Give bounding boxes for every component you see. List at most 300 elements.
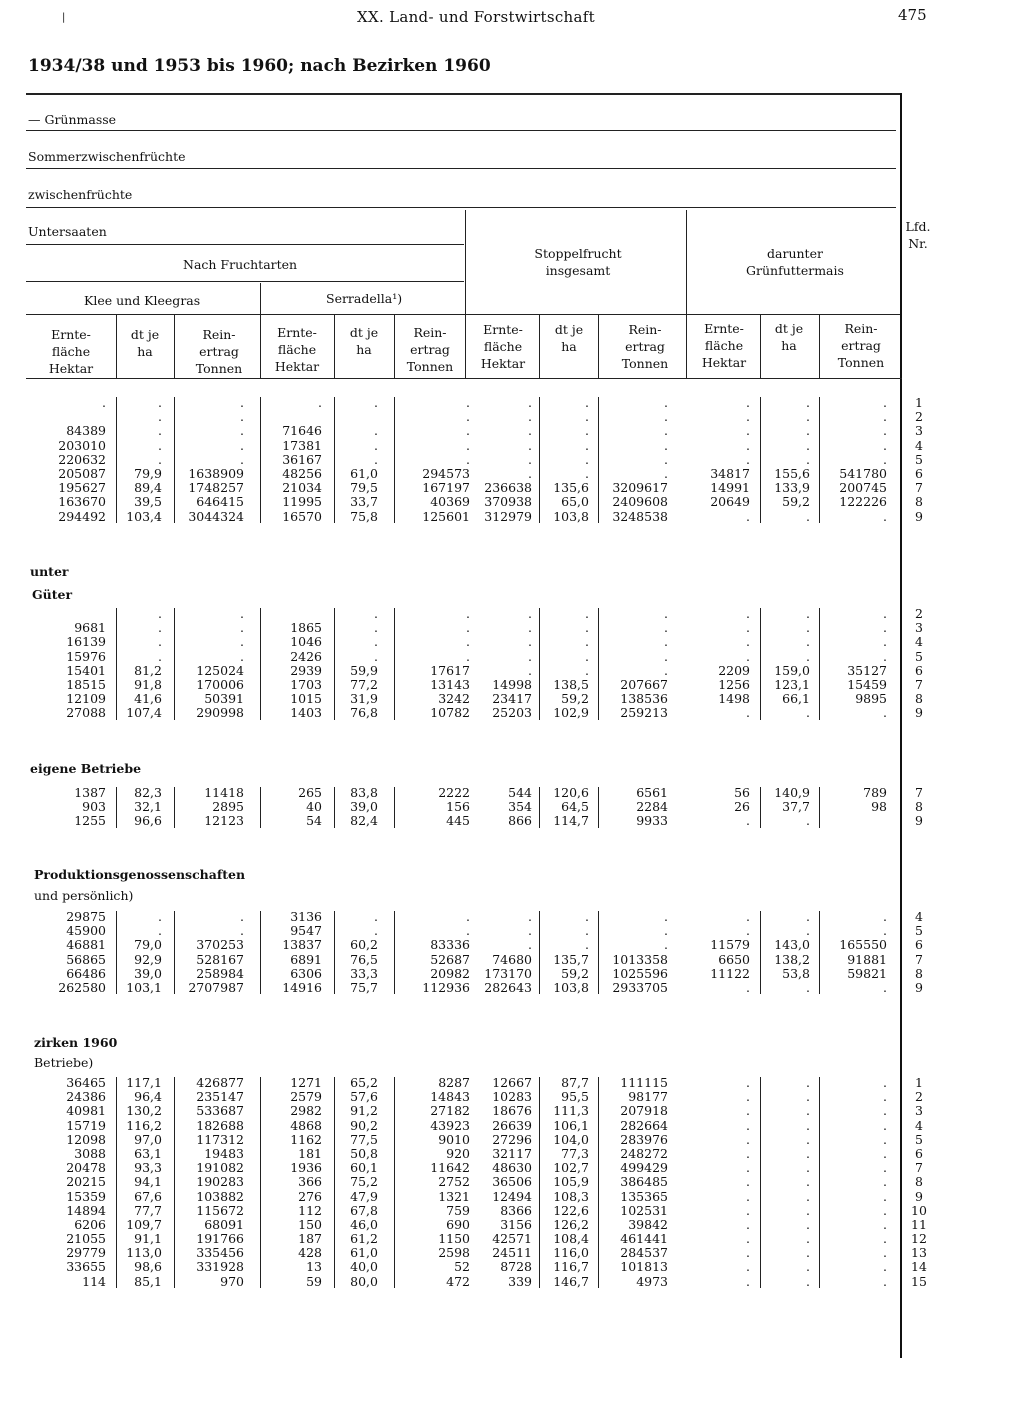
block-3-column-12	[906, 910, 932, 995]
table-cell: 150	[298, 1216, 322, 1232]
table-cell: 3248538	[612, 508, 668, 524]
table-cell: 2222	[438, 785, 470, 800]
table-cell: 59	[306, 1273, 322, 1289]
column-separator	[598, 787, 599, 828]
table-cell: 138,2	[774, 951, 810, 967]
table-cell: 163670	[58, 494, 106, 510]
table-cell: 235147	[196, 1089, 244, 1105]
column-separator	[334, 608, 335, 720]
table-cell: .	[585, 395, 589, 410]
table-cell: 9	[915, 979, 923, 995]
table-cell: 1865	[290, 620, 322, 636]
margin-mark: |	[62, 12, 66, 23]
table-cell: 24386	[66, 1089, 106, 1105]
table-cell: 541780	[839, 465, 887, 481]
table-cell: .	[240, 923, 244, 939]
column-separator	[334, 787, 335, 828]
table-cell: 98,6	[134, 1259, 162, 1275]
table-cell: 63,1	[134, 1145, 162, 1161]
table-cell: .	[158, 634, 162, 650]
rule-header-bottom	[26, 378, 902, 379]
table-cell: 9681	[74, 620, 106, 636]
header-gruenfutter: darunter Grünfuttermais	[746, 246, 844, 278]
column-separator	[819, 787, 820, 828]
block-3-column-10	[762, 910, 810, 995]
table-cell: 1703	[290, 676, 322, 692]
table-cell: 74680	[492, 951, 532, 967]
table-cell: .	[664, 923, 668, 939]
table-cell: .	[746, 508, 750, 524]
block-3-column-7	[541, 910, 589, 995]
table-cell: 98	[871, 799, 887, 815]
table-cell: .	[664, 451, 668, 467]
table-cell: 428	[298, 1245, 322, 1261]
table-cell: 4	[915, 634, 923, 650]
table-cell: 1321	[438, 1188, 470, 1204]
table-cell: 104,0	[553, 1131, 589, 1147]
column-separator	[760, 397, 761, 523]
rule-untersaaten	[26, 244, 464, 245]
table-cell: .	[883, 395, 887, 410]
table-cell: 248272	[620, 1145, 668, 1161]
column-separator	[760, 1077, 761, 1288]
table-cell: .	[664, 465, 668, 481]
block-0-column-6	[466, 396, 532, 524]
table-cell: 331928	[196, 1259, 244, 1275]
table-cell: 2707987	[188, 979, 244, 995]
table-cell: 12	[911, 1231, 927, 1247]
table-cell: 27182	[430, 1103, 470, 1119]
table-cell: 21055	[66, 1231, 106, 1247]
table-cell: 82,4	[350, 813, 378, 829]
table-cell: .	[664, 437, 668, 453]
table-cell: 59,2	[561, 691, 589, 707]
col-head-flaeche-2: Ernte- fläche Hektar	[274, 325, 320, 374]
column-separator	[334, 1077, 335, 1288]
table-cell: .	[664, 395, 668, 410]
table-cell: .	[806, 1216, 810, 1232]
block-0-column-3	[262, 396, 322, 524]
table-cell: 9	[915, 1188, 923, 1204]
block-0-column-4	[336, 396, 378, 524]
table-cell: 114,7	[553, 813, 589, 829]
table-cell: 4973	[636, 1273, 668, 1289]
table-cell: 46881	[66, 937, 106, 953]
table-cell: 181	[298, 1145, 322, 1161]
table-cell: 87,7	[561, 1075, 589, 1090]
table-cell: 1936	[290, 1160, 322, 1176]
table-cell: 13837	[282, 937, 322, 953]
table-cell: .	[883, 1117, 887, 1133]
table-cell: 9010	[438, 1131, 470, 1147]
table-cell: 4	[915, 909, 923, 924]
table-cell: 6	[915, 937, 923, 953]
table-cell: 182688	[196, 1117, 244, 1133]
table-cell	[262, 410, 322, 424]
table-cell: 2	[915, 1089, 923, 1105]
block-2-column-2	[176, 786, 244, 829]
block-0-column-8	[600, 396, 668, 524]
block-2-column-6	[466, 786, 532, 829]
block-4-column-2	[176, 1076, 244, 1289]
table-cell: 77,3	[561, 1145, 589, 1161]
table-cell: 276	[298, 1188, 322, 1204]
running-head: XX. Land- und Forstwirtschaft	[357, 8, 595, 26]
table-cell: 135365	[620, 1188, 668, 1204]
table-cell: 96,6	[134, 813, 162, 829]
table-cell: 2	[915, 606, 923, 621]
column-separator	[260, 1077, 261, 1288]
table-cell: 12098	[66, 1131, 106, 1147]
table-cell: 156	[446, 799, 470, 815]
table-cell: 9	[915, 813, 923, 829]
table-cell: 3	[915, 620, 923, 636]
table-cell: 1271	[290, 1075, 322, 1090]
table-cell	[28, 410, 106, 424]
table-cell: 114	[82, 1273, 106, 1289]
table-cell: 17381	[282, 437, 322, 453]
table-cell: .	[374, 923, 378, 939]
table-cell: 103882	[196, 1188, 244, 1204]
table-cell: 83,8	[350, 785, 378, 800]
table-cell: 13	[306, 1259, 322, 1275]
vline-gruenfutter	[686, 210, 687, 378]
rule-fruchtarten	[26, 281, 464, 282]
table-cell: 3088	[74, 1145, 106, 1161]
table-cell: 40	[306, 799, 322, 815]
table-cell: .	[240, 620, 244, 636]
table-cell: .	[806, 409, 810, 425]
table-cell: .	[374, 423, 378, 439]
col-head-dt-2: dt je ha	[349, 325, 379, 357]
table-cell: 15	[911, 1273, 927, 1289]
table-cell: .	[585, 409, 589, 425]
table-cell: .	[746, 1131, 750, 1147]
table-cell: 53,8	[782, 965, 810, 981]
column-separator	[174, 911, 175, 994]
table-cell: .	[528, 409, 532, 425]
table-cell: 32,1	[134, 799, 162, 815]
table-cell: 3156	[500, 1216, 532, 1232]
table-cell: 79,0	[134, 937, 162, 953]
block-0-column-10	[762, 396, 810, 524]
vline-c5	[394, 314, 395, 378]
table-cell: .	[883, 979, 887, 995]
table-cell: 112	[298, 1202, 322, 1218]
column-separator	[819, 608, 820, 720]
table-cell: 125601	[422, 508, 470, 524]
table-cell: 116,0	[553, 1245, 589, 1261]
vline-c2	[174, 314, 175, 378]
block-4-column-1	[118, 1076, 162, 1289]
table-cell: 1387	[74, 785, 106, 800]
table-cell: 123,1	[774, 676, 810, 692]
table-cell: 1	[915, 395, 923, 410]
table-cell: 12494	[492, 1188, 532, 1204]
table-cell: 191766	[196, 1231, 244, 1247]
table-cell: .	[585, 937, 589, 953]
column-separator	[539, 1077, 540, 1288]
table-cell: .	[746, 1216, 750, 1232]
table-cell: 9895	[855, 691, 887, 707]
table-cell: 23417	[492, 691, 532, 707]
table-cell: .	[806, 1103, 810, 1119]
table-cell: .	[585, 634, 589, 650]
table-cell: .	[746, 1188, 750, 1204]
table-cell: 36506	[492, 1174, 532, 1190]
column-separator	[539, 397, 540, 523]
table-cell: .	[746, 451, 750, 467]
table-cell: 75,2	[350, 1174, 378, 1190]
table-cell: 20215	[66, 1174, 106, 1190]
table-cell: 75,8	[350, 508, 378, 524]
vline-c1	[116, 314, 117, 378]
table-cell: 2284	[636, 799, 668, 815]
table-cell: 191082	[196, 1160, 244, 1176]
column-separator	[394, 1077, 395, 1288]
table-cell: 11579	[710, 937, 750, 953]
table-cell: 57,6	[350, 1089, 378, 1105]
column-separator	[819, 911, 820, 994]
table-cell: 46,0	[350, 1216, 378, 1232]
table-cell: 8	[915, 691, 923, 707]
table-cell: 79,9	[134, 465, 162, 481]
table-cell: 167197	[422, 480, 470, 496]
column-separator	[539, 787, 540, 828]
table-cell: 140,9	[774, 785, 810, 800]
table-cell: .	[806, 1202, 810, 1218]
table-cell: 165550	[839, 937, 887, 953]
table-cell: 1150	[438, 1231, 470, 1247]
table-cell: .	[746, 813, 750, 829]
table-cell: .	[374, 620, 378, 636]
table-cell: 9547	[290, 923, 322, 939]
table-cell: .	[806, 648, 810, 664]
table-cell: 10283	[492, 1089, 532, 1105]
table-cell: 95,5	[561, 1089, 589, 1105]
col-head-rein-2: Rein- ertrag Tonnen	[406, 325, 454, 374]
table-cell: .	[466, 648, 470, 664]
block-4-column-11	[821, 1076, 887, 1289]
table-cell: 1255	[74, 813, 106, 829]
block-4-column-10	[762, 1076, 810, 1289]
table-cell: 11122	[710, 965, 750, 981]
table-cell: .	[883, 705, 887, 721]
table-cell: 25203	[492, 705, 532, 721]
block-3-column-6	[466, 910, 532, 995]
table-cell: .	[664, 606, 668, 621]
table-cell: 94,1	[134, 1174, 162, 1190]
table-cell: 39842	[628, 1216, 668, 1232]
table-cell: .	[806, 813, 810, 829]
table-cell: .	[528, 662, 532, 678]
table-cell: .	[806, 1174, 810, 1190]
block-1-column-11	[821, 607, 887, 721]
table-cell: .	[374, 606, 378, 621]
table-cell: 26	[734, 799, 750, 815]
table-cell: 113,0	[126, 1245, 162, 1261]
table-cell: .	[806, 395, 810, 410]
table-cell: .	[746, 705, 750, 721]
table-cell: 1256	[718, 676, 750, 692]
column-separator	[174, 787, 175, 828]
section-label-bezirke: zirken 1960	[34, 1035, 118, 1050]
table-cell: .	[883, 1188, 887, 1204]
table-cell: 236638	[484, 480, 532, 496]
table-cell: 20649	[710, 494, 750, 510]
table-cell: 79,5	[350, 480, 378, 496]
table-cell: 12667	[492, 1075, 532, 1090]
block-2-column-0	[28, 786, 106, 829]
table-cell: .	[746, 1202, 750, 1218]
table-cell: 36167	[282, 451, 322, 467]
table-cell: 8	[915, 1174, 923, 1190]
table-cell: 14916	[282, 979, 322, 995]
table-cell: 29779	[66, 1245, 106, 1261]
table-cell: 14991	[710, 480, 750, 496]
table-cell: .	[664, 909, 668, 924]
table-cell: .	[374, 634, 378, 650]
block-4-column-4	[336, 1076, 378, 1289]
rule-subgroups	[26, 314, 900, 315]
table-cell: .	[883, 634, 887, 650]
table-cell: 6	[915, 662, 923, 678]
column-separator	[174, 397, 175, 523]
table-cell: .	[158, 395, 162, 410]
table-cell: 8287	[438, 1075, 470, 1090]
table-cell: 47,9	[350, 1188, 378, 1204]
table-cell: .	[883, 423, 887, 439]
table-cell: .	[240, 634, 244, 650]
table-cell: .	[466, 606, 470, 621]
table-cell: .	[585, 423, 589, 439]
table-cell: 12109	[66, 691, 106, 707]
block-3-column-1	[118, 910, 162, 995]
table-cell: 9	[915, 508, 923, 524]
block-1-column-3	[262, 607, 322, 721]
table-cell: 61,0	[350, 465, 378, 481]
table-cell: 207667	[620, 676, 668, 692]
table-cell: 75,7	[350, 979, 378, 995]
table-cell: 1638909	[188, 465, 244, 481]
table-cell: .	[746, 620, 750, 636]
table-cell: .	[746, 1117, 750, 1133]
section-label-lpg: Produktionsgenossenschaften	[34, 867, 246, 882]
table-cell: 4868	[290, 1117, 322, 1133]
table-cell: 59,9	[350, 662, 378, 678]
table-cell: .	[806, 423, 810, 439]
table-cell: 499429	[620, 1160, 668, 1176]
table-cell: 27088	[66, 705, 106, 721]
table-cell: 54	[306, 813, 322, 829]
table-cell: 170006	[196, 676, 244, 692]
header-klee: Klee und Kleegras	[84, 293, 201, 308]
table-cell: .	[664, 620, 668, 636]
table-cell: 27296	[492, 1131, 532, 1147]
table-cell: 111115	[620, 1075, 668, 1090]
table-cell: .	[466, 451, 470, 467]
block-0-column-7	[541, 396, 589, 524]
block-0-column-12	[906, 396, 932, 524]
table-cell: 64,5	[561, 799, 589, 815]
table-cell: 220632	[58, 451, 106, 467]
vline-c11	[819, 314, 820, 378]
vline-c8	[598, 314, 599, 378]
rule-sommer	[26, 168, 896, 169]
block-1-column-6	[466, 607, 532, 721]
table-cell: 4	[915, 1117, 923, 1133]
table-cell: .	[746, 1160, 750, 1176]
column-separator	[819, 397, 820, 523]
block-1-column-12	[906, 607, 932, 721]
block-2-column-11	[821, 786, 887, 829]
table-cell: 6891	[290, 951, 322, 967]
table-cell: .	[883, 923, 887, 939]
table-cell: .	[806, 508, 810, 524]
col-head-flaeche-4: Ernte- fläche Hektar	[701, 321, 747, 370]
table-cell: 3044324	[188, 508, 244, 524]
table-cell: 17617	[430, 662, 470, 678]
block-1-column-0	[28, 607, 106, 721]
table-cell: .	[806, 1145, 810, 1161]
table-cell: .	[318, 395, 322, 410]
table-cell: 76,5	[350, 951, 378, 967]
table-cell: 76,8	[350, 705, 378, 721]
block-3-column-11	[821, 910, 887, 995]
table-cell: .	[664, 662, 668, 678]
table-cell: .	[746, 1075, 750, 1090]
table-cell: .	[806, 620, 810, 636]
vline-c7	[539, 314, 540, 378]
table-cell: 41,6	[134, 691, 162, 707]
table-cell: 105,9	[553, 1174, 589, 1190]
column-separator	[394, 608, 395, 720]
table-cell: .	[528, 909, 532, 924]
table-cell: .	[883, 1174, 887, 1190]
column-separator	[394, 911, 395, 994]
table-cell: 91,2	[350, 1103, 378, 1119]
table-cell: .	[806, 1245, 810, 1261]
table-cell: 528167	[196, 951, 244, 967]
column-separator	[598, 1077, 599, 1288]
table-cell: 80,0	[350, 1273, 378, 1289]
table-cell: 103,8	[553, 979, 589, 995]
column-separator	[174, 1077, 175, 1288]
column-separator	[260, 911, 261, 994]
table-cell: 39,0	[350, 799, 378, 815]
table-cell: 83336	[430, 937, 470, 953]
table-cell: 2982	[290, 1103, 322, 1119]
table-cell: .	[806, 1273, 810, 1289]
table-cell: .	[746, 1089, 750, 1105]
table-cell: 108,4	[553, 1231, 589, 1247]
table-cell: 1498	[718, 691, 750, 707]
table-cell: 103,1	[126, 979, 162, 995]
column-separator	[116, 1077, 117, 1288]
table-cell: 6	[915, 1145, 923, 1161]
table-cell: 294573	[422, 465, 470, 481]
table-cell: 18676	[492, 1103, 532, 1119]
col-head-dt-4: dt je ha	[774, 321, 804, 353]
table-cell: .	[528, 395, 532, 410]
table-cell: 59,2	[782, 494, 810, 510]
table-cell: .	[466, 437, 470, 453]
table-cell: .	[466, 634, 470, 650]
table-cell: 6206	[74, 1216, 106, 1232]
header-sommerzwischen: Sommerzwischenfrüchte	[28, 149, 186, 164]
column-separator	[598, 397, 599, 523]
table-cell: 18515	[66, 676, 106, 692]
